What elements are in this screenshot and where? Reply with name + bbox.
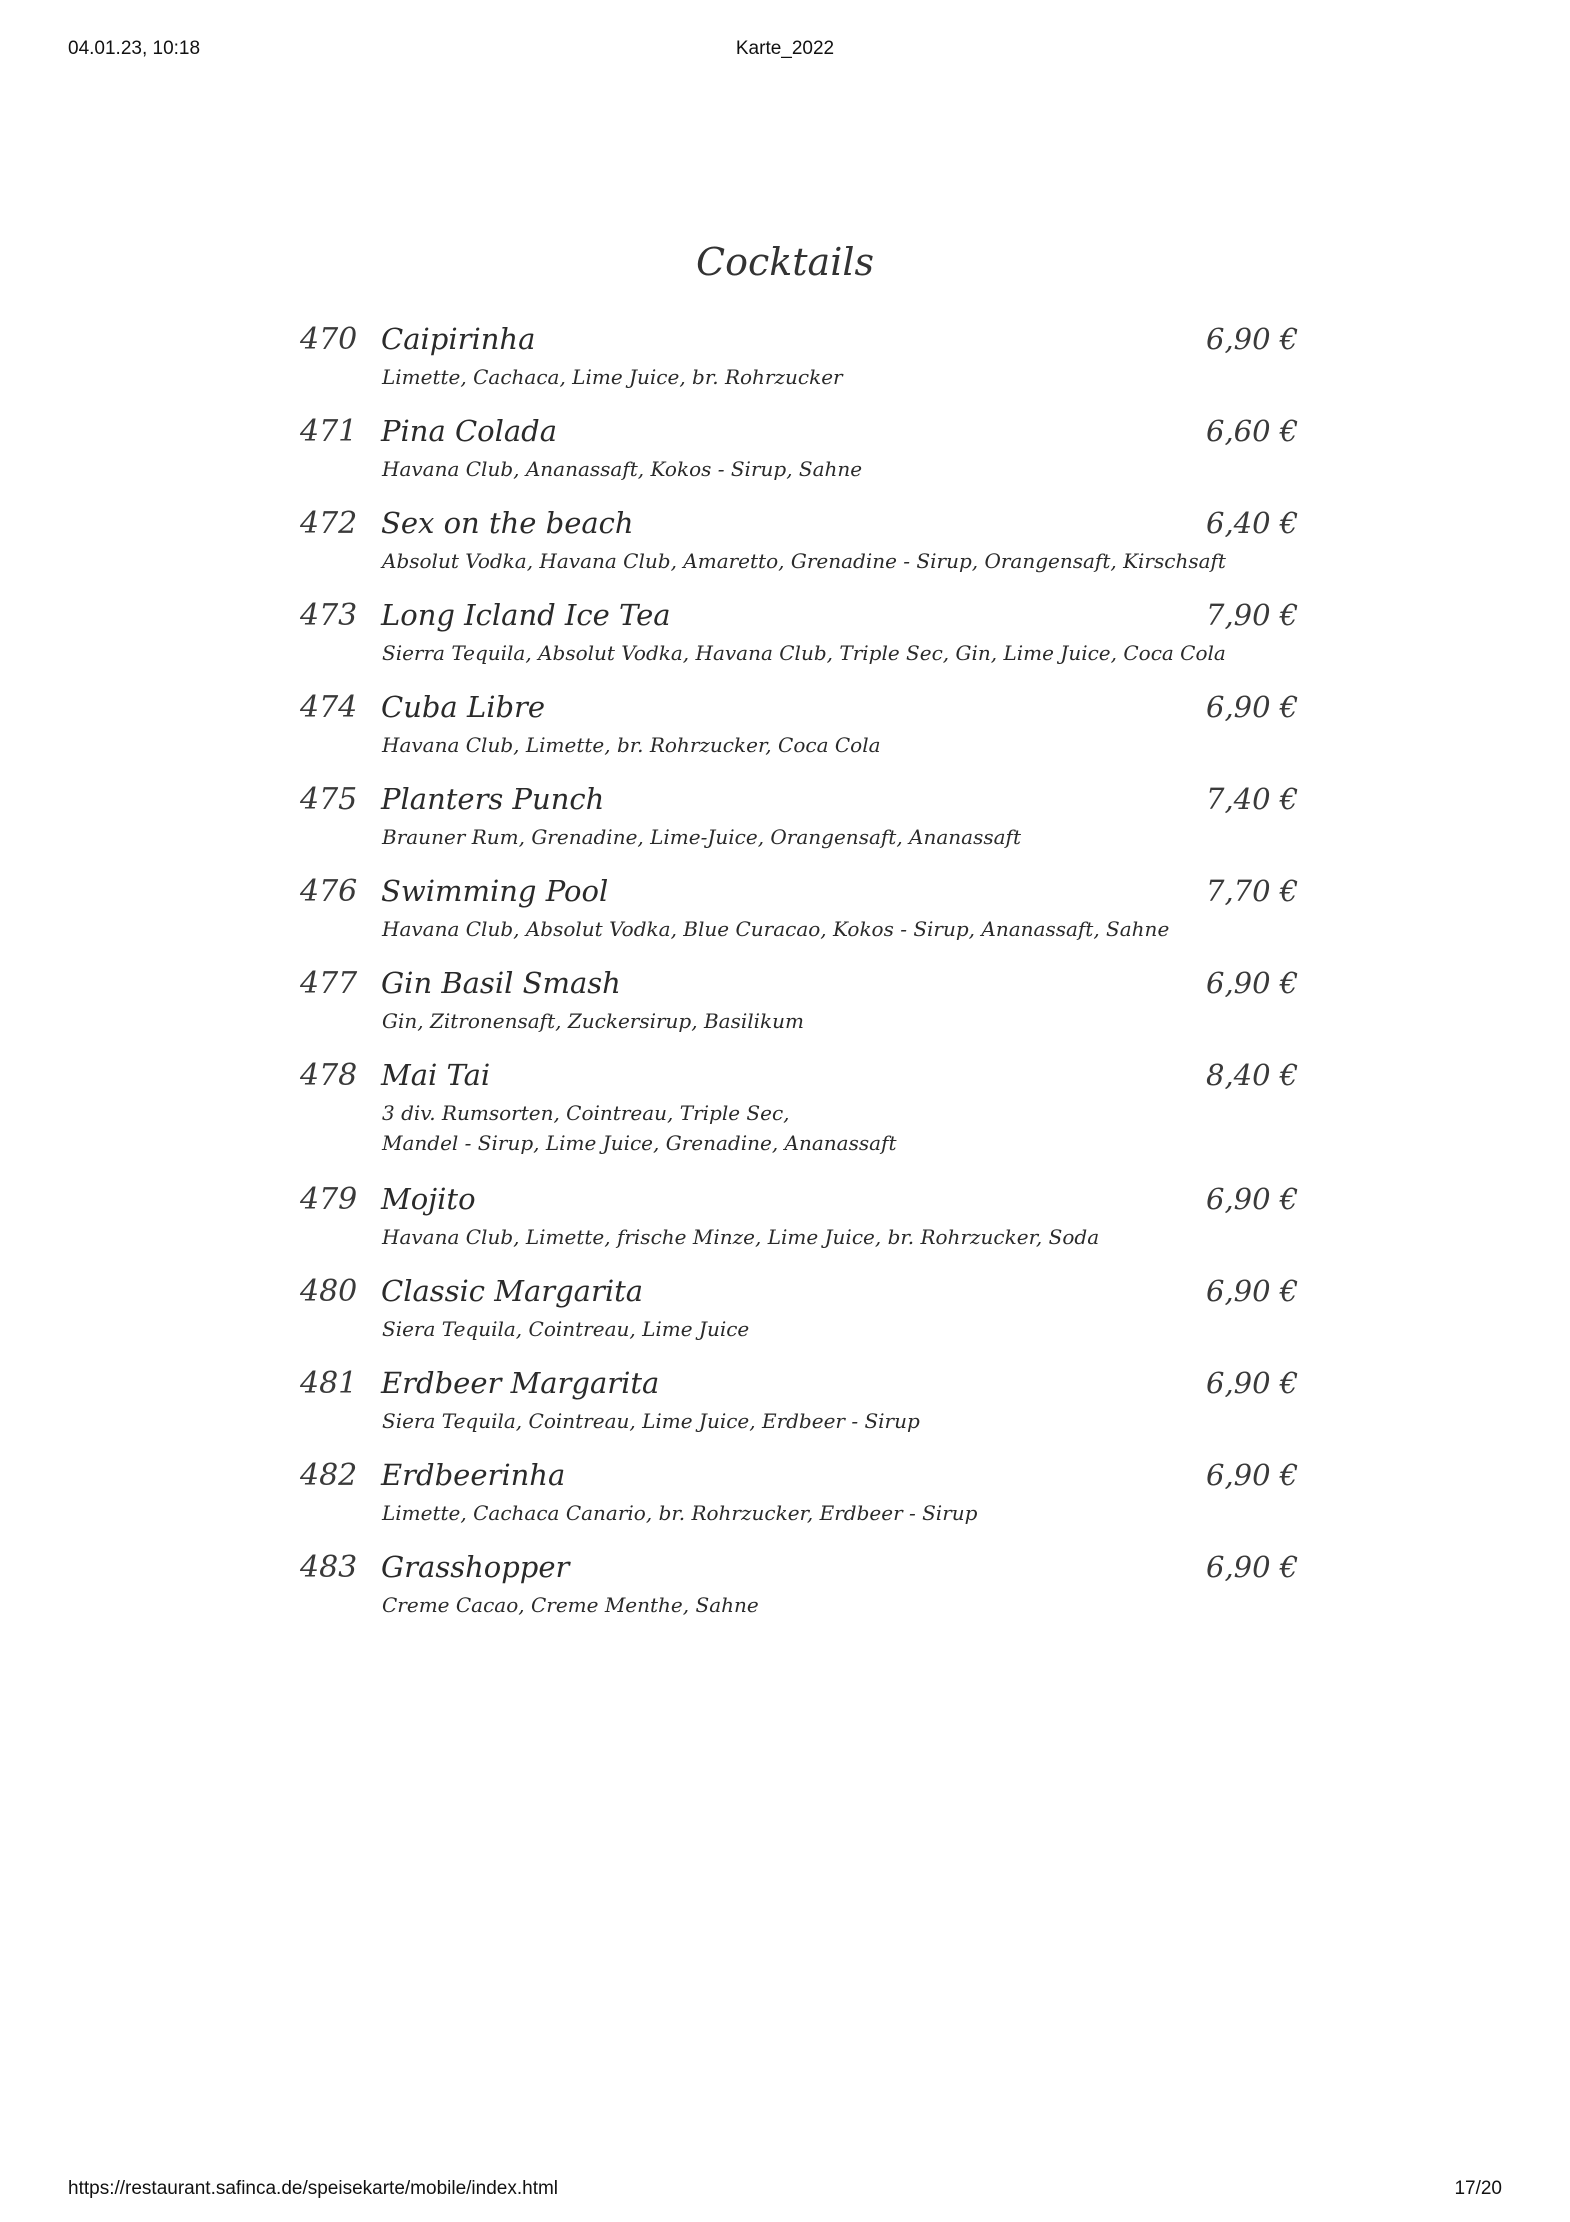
menu-item-price: 6,90 €	[1206, 1274, 1299, 1308]
print-url: https://restaurant.safinca.de/speisekarte/mobile/index.html	[68, 2178, 559, 2199]
menu-section-title: Cocktails	[696, 240, 874, 284]
menu-item-number: 477	[300, 966, 358, 1001]
menu-item-description	[382, 1222, 1182, 1252]
menu-item-description	[382, 454, 1182, 484]
menu-item-description-line: Absolut Vodka, Havana Club, Amaretto, Grenadine - Sirup, Orangensaft, Kirschsaft	[382, 549, 1226, 573]
menu-item-price: 6,90 €	[1206, 1458, 1299, 1492]
menu-item	[0, 1458, 1570, 1550]
print-page-title: Karte_2022	[735, 38, 835, 59]
menu-item-number: 472	[300, 506, 358, 541]
menu-item	[0, 1182, 1570, 1274]
menu-item-name: Mojito	[381, 1182, 476, 1216]
menu-item-description-line: Mandel - Sirup, Lime Juice, Grenadine, Ananassaft	[382, 1131, 897, 1155]
menu-item-number: 482	[300, 1458, 358, 1493]
menu-item	[0, 1550, 1570, 1642]
menu-item-price: 6,90 €	[1206, 322, 1299, 356]
menu-item-number: 470	[300, 322, 358, 357]
menu-item	[0, 598, 1570, 690]
menu-item-description-line: Siera Tequila, Cointreau, Lime Juice	[382, 1317, 750, 1341]
menu-item-name: Mai Tai	[381, 1058, 491, 1092]
menu-item-name: Long Icland Ice Tea	[381, 598, 671, 632]
menu-item-number: 475	[300, 782, 358, 817]
menu-item-description	[382, 362, 1182, 392]
menu-item-price: 6,90 €	[1206, 1182, 1299, 1216]
menu-item	[0, 966, 1570, 1058]
menu-item-description-line: Brauner Rum, Grenadine, Lime-Juice, Orangensaft, Ananassaft	[382, 825, 1021, 849]
menu-item-price: 7,70 €	[1206, 874, 1299, 908]
print-header	[0, 38, 1570, 64]
menu-item-number: 473	[300, 598, 358, 633]
menu-item-name: Erdbeerinha	[381, 1458, 566, 1492]
menu-item-description	[382, 1314, 1182, 1344]
menu-item-description-line: Siera Tequila, Cointreau, Lime Juice, Erdbeer - Sirup	[382, 1409, 920, 1433]
menu-item-price: 8,40 €	[1206, 1058, 1299, 1092]
menu-item-number: 476	[300, 874, 358, 909]
menu-item-description	[382, 1498, 1182, 1528]
menu-item	[0, 782, 1570, 874]
menu-item-description-line: 3 div. Rumsorten, Cointreau, Triple Sec,	[382, 1101, 790, 1125]
menu-item-price: 6,90 €	[1206, 690, 1299, 724]
menu-item-name: Caipirinha	[381, 322, 536, 356]
menu-item-description-line: Havana Club, Absolut Vodka, Blue Curacao, Kokos - Sirup, Ananassaft, Sahne	[382, 917, 1170, 941]
menu-item-description	[382, 914, 1182, 944]
menu-item-description-line: Creme Cacao, Creme Menthe, Sahne	[382, 1593, 759, 1617]
menu-item-number: 478	[300, 1058, 358, 1093]
menu-item	[0, 1058, 1570, 1182]
menu-item-name: Planters Punch	[381, 782, 605, 816]
menu-item-number: 481	[300, 1366, 358, 1401]
menu-item-description-line: Limette, Cachaca Canario, br. Rohrzucker, Erdbeer - Sirup	[382, 1501, 978, 1525]
menu-item-price: 6,40 €	[1206, 506, 1299, 540]
menu-item-name: Swimming Pool	[381, 874, 609, 908]
menu-item-description-line: Havana Club, Ananassaft, Kokos - Sirup, Sahne	[382, 457, 863, 481]
print-page-number: 17/20	[1454, 2178, 1502, 2199]
menu-item-price: 6,90 €	[1206, 1366, 1299, 1400]
menu-item	[0, 322, 1570, 414]
menu-item-description	[382, 822, 1182, 852]
menu-item-description	[382, 1006, 1182, 1036]
menu-item	[0, 690, 1570, 782]
menu-item-number: 480	[300, 1274, 358, 1309]
menu-item-name: Grasshopper	[381, 1550, 570, 1584]
menu-item-number: 474	[300, 690, 358, 725]
menu-list	[0, 322, 1570, 1642]
menu-item-description-line: Sierra Tequila, Absolut Vodka, Havana Club, Triple Sec, Gin, Lime Juice, Coca Cola	[382, 641, 1226, 665]
menu-item-name: Pina Colada	[381, 414, 558, 448]
menu-item-description	[382, 638, 1226, 668]
menu-item-description	[382, 1406, 1182, 1436]
print-datetime: 04.01.23, 10:18	[68, 38, 201, 59]
menu-item-name: Sex on the beach	[381, 506, 634, 540]
menu-item-description	[382, 1590, 1182, 1620]
menu-item	[0, 874, 1570, 966]
menu-item	[0, 1366, 1570, 1458]
menu-item-description	[382, 730, 1182, 760]
menu-item-number: 471	[300, 414, 358, 449]
menu-item-description-line: Limette, Cachaca, Lime Juice, br. Rohrzucker	[382, 365, 843, 389]
menu-item-name: Classic Margarita	[381, 1274, 644, 1308]
menu-item-description-line: Havana Club, Limette, frische Minze, Lime Juice, br. Rohrzucker, Soda	[382, 1225, 1100, 1249]
menu-item	[0, 1274, 1570, 1366]
menu-item-number: 483	[300, 1550, 358, 1585]
menu-item-number: 479	[300, 1182, 358, 1217]
menu-item-price: 6,60 €	[1206, 414, 1299, 448]
menu-item	[0, 506, 1570, 598]
menu-item-description-line: Gin, Zitronensaft, Zuckersirup, Basilikum	[382, 1009, 804, 1033]
menu-item	[0, 414, 1570, 506]
menu-item-name: Gin Basil Smash	[381, 966, 621, 1000]
menu-item-description-line: Havana Club, Limette, br. Rohrzucker, Coca Cola	[382, 733, 881, 757]
print-footer	[0, 2178, 1570, 2204]
menu-item-name: Cuba Libre	[381, 690, 546, 724]
menu-item-price: 7,90 €	[1206, 598, 1299, 632]
menu-item-description	[382, 1098, 1182, 1158]
menu-item-price: 6,90 €	[1206, 966, 1299, 1000]
menu-item-description	[382, 546, 1226, 576]
menu-item-name: Erdbeer Margarita	[381, 1366, 660, 1400]
menu-item-price: 6,90 €	[1206, 1550, 1299, 1584]
menu-item-price: 7,40 €	[1206, 782, 1299, 816]
